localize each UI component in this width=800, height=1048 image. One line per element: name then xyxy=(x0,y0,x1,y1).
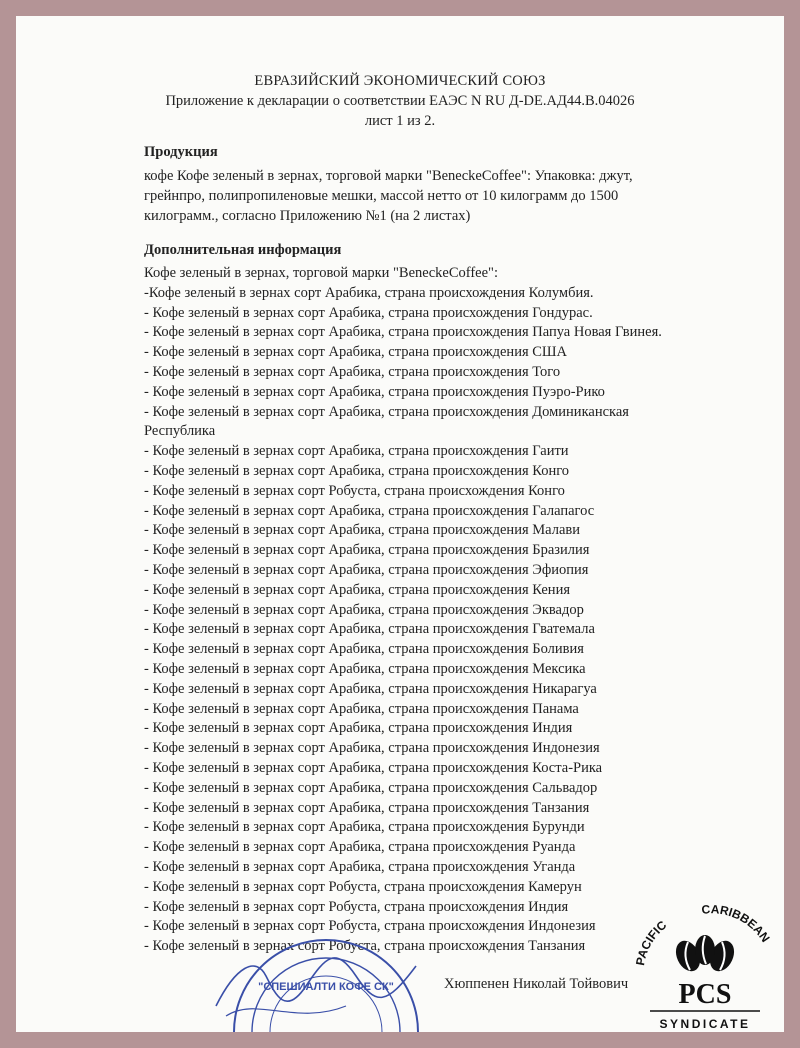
list-item: - Кофе зеленый в зернах сорт Арабика, страна происхождения Бурунди xyxy=(144,819,585,836)
list-item: - Кофе зеленый в зернах сорт Арабика, страна происхождения Боливия xyxy=(144,641,584,658)
logo-arc-left: PACIFIC xyxy=(633,917,670,967)
list-item: - Кофе зеленый в зернах сорт Арабика, страна происхождения Гондурас. xyxy=(144,304,593,321)
list-item: - Кофе зеленый в зернах сорт Арабика, страна происхождения США xyxy=(144,344,568,361)
list-item: - Кофе зеленый в зернах сорт Арабика, страна происхождения Мексика xyxy=(144,660,586,677)
list-item: - Кофе зеленый в зернах сорт Робуста, страна происхождения Танзания xyxy=(144,938,586,955)
list-item: - Кофе зеленый в зернах сорт Арабика, страна происхождения Гаити xyxy=(144,443,569,460)
stamp-text: "СПЕШИАЛТИ КОФЕ СК" xyxy=(258,981,394,993)
list-item: - Кофе зеленый в зернах сорт Робуста, страна происхождения Конго xyxy=(144,482,565,499)
list-item: - Кофе зеленый в зернах сорт Арабика, страна происхождения Гватемала xyxy=(144,621,595,638)
list-item: - Кофе зеленый в зернах сорт Арабика, страна происхождения Танзания xyxy=(144,799,590,816)
logo-bottom-text: SYNDICATE xyxy=(659,1017,751,1031)
svg-text:CARIBBEAN xyxy=(701,904,773,945)
signer-name: Хюппенен Николай Тойвович xyxy=(444,976,629,992)
list-item: Кофе зеленый в зернах, торговой марки "BeneckeCoffee": xyxy=(144,265,498,281)
list-item: - Кофе зеленый в зернах сорт Арабика, страна происхождения Малави xyxy=(144,522,580,539)
list-item: - Кофе зеленый в зернах сорт Арабика, страна происхождения Эфиопия xyxy=(144,561,589,578)
document-header xyxy=(16,71,784,131)
product-description xyxy=(144,166,704,226)
list-item: - Кофе зеленый в зернах сорт Арабика, страна происхождения Конго xyxy=(144,462,570,479)
additional-info-list xyxy=(144,264,724,957)
list-item: - Кофе зеленый в зернах сорт Арабика, страна происхождения Руанда xyxy=(144,839,576,856)
list-item: - Кофе зеленый в зернах сорт Арабика, страна происхождения Уганда xyxy=(144,858,576,875)
list-item: - Кофе зеленый в зернах сорт Робуста, страна происхождения Индонезия xyxy=(144,918,596,935)
list-item: Республика xyxy=(144,423,216,440)
svg-text:PACIFIC xyxy=(633,918,669,967)
declaration-annex-title: Приложение к декларации о соответствии ЕАЭС N RU Д-DE.АД44.В.04026 xyxy=(165,93,635,109)
list-item: - Кофе зеленый в зернах сорт Арабика, страна происхождения Индонезия xyxy=(144,740,600,757)
coffee-beans-icon xyxy=(671,935,738,975)
list-item: - Кофе зеленый в зернах сорт Арабика, страна происхождения Папуа Новая Гвинея. xyxy=(144,324,662,341)
list-item: - Кофе зеленый в зернах сорт Арабика, страна происхождения Никарагуа xyxy=(144,680,597,697)
list-item: - Кофе зеленый в зернах сорт Арабика, страна происхождения Доминиканская xyxy=(144,403,629,420)
product-line: килограмм., согласно Приложению №1 (на 2 листах) xyxy=(144,208,471,224)
list-item: - Кофе зеленый в зернах сорт Арабика, страна происхождения Кения xyxy=(144,581,570,598)
additional-info-title: Дополнительная информация xyxy=(144,242,342,258)
sheet-number: лист 1 из 2. xyxy=(364,113,436,129)
product-section-title: Продукция xyxy=(144,144,218,160)
company-stamp xyxy=(221,928,431,1032)
logo-arc-right: CARIBBEAN xyxy=(700,904,773,945)
product-line: кофе Кофе зеленый в зернах, торговой марки "BeneckeCoffee": Упаковка: джут, xyxy=(144,168,633,184)
product-line: грейнпро, полипропиленовые мешки, массой нетто от 10 килограмм до 1500 xyxy=(144,188,619,204)
list-item: - Кофе зеленый в зернах сорт Робуста, страна происхождения Камерун xyxy=(144,878,582,895)
logo-abbr: PCS xyxy=(678,979,732,1010)
list-item: -Кофе зеленый в зернах сорт Арабика, страна происхождения Колумбия. xyxy=(144,284,594,301)
list-item: - Кофе зеленый в зернах сорт Арабика, страна происхождения Сальвадор xyxy=(144,779,598,796)
list-item: - Кофе зеленый в зернах сорт Арабика, страна происхождения Индия xyxy=(144,720,573,737)
list-item: - Кофе зеленый в зернах сорт Арабика, страна происхождения Того xyxy=(144,363,561,380)
list-item: - Кофе зеленый в зернах сорт Арабика, страна происхождения Панама xyxy=(144,700,579,717)
document-page xyxy=(16,16,784,1032)
list-item: - Кофе зеленый в зернах сорт Арабика, страна происхождения Галапагос xyxy=(144,502,595,519)
list-item: - Кофе зеленый в зернах сорт Робуста, страна происхождения Индия xyxy=(144,898,569,915)
list-item: - Кофе зеленый в зернах сорт Арабика, страна происхождения Эквадор xyxy=(144,601,584,618)
list-item: - Кофе зеленый в зернах сорт Арабика, страна происхождения Бразилия xyxy=(144,542,590,559)
list-item: - Кофе зеленый в зернах сорт Арабика, страна происхождения Пуэро-Рико xyxy=(144,383,605,400)
pcs-logo xyxy=(630,904,780,1032)
list-item: - Кофе зеленый в зернах сорт Арабика, страна происхождения Коста-Рика xyxy=(144,759,603,776)
union-title: ЕВРАЗИЙСКИЙ ЭКОНОМИЧЕСКИЙ СОЮЗ xyxy=(254,73,546,89)
